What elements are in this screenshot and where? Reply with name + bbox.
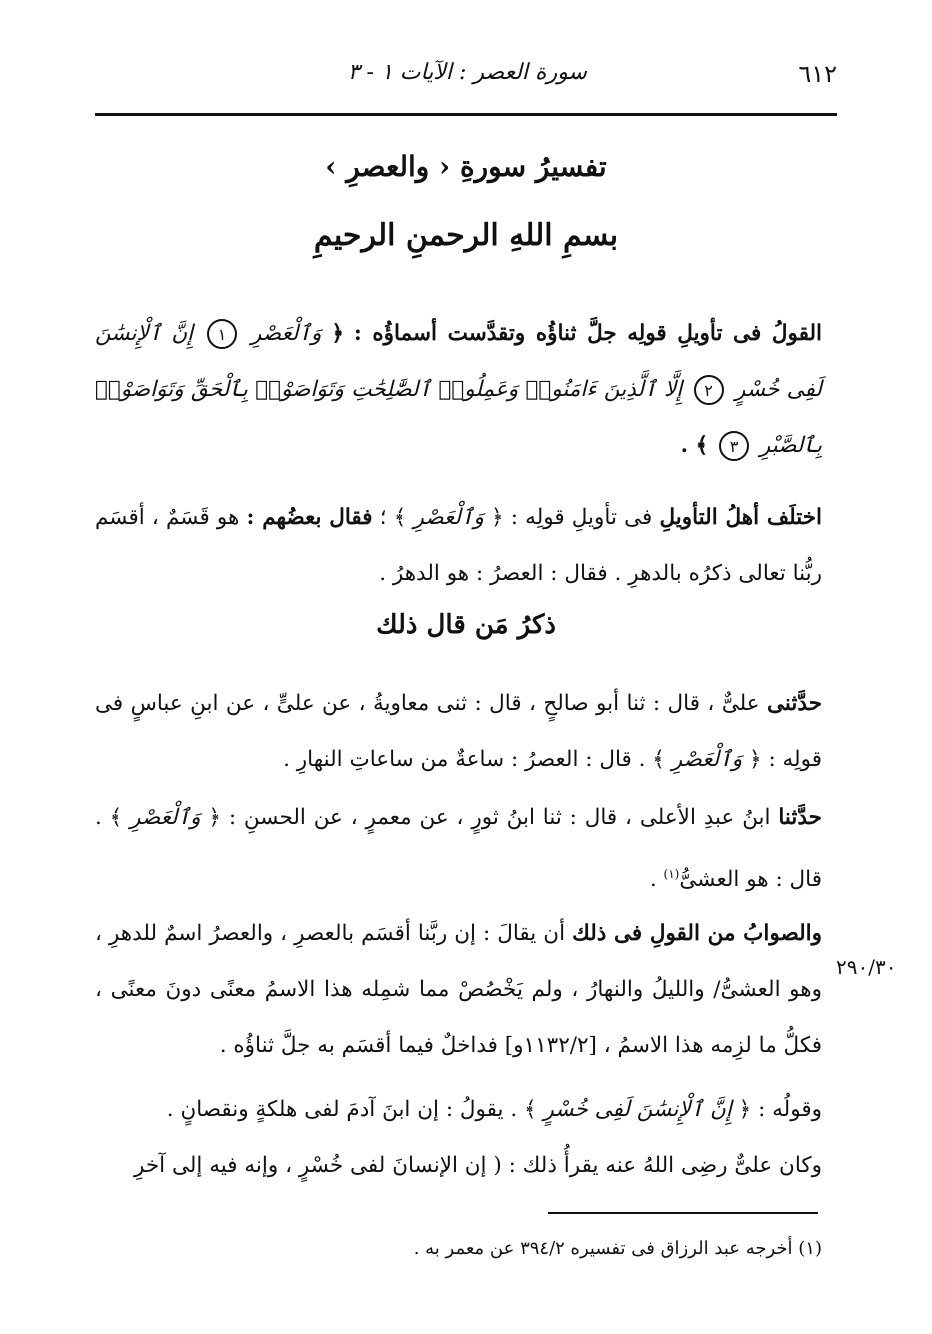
running-title: سورة العصر : الآيات ١ - ٣ bbox=[347, 60, 587, 85]
p6-text-b: ﴾ . يقولُ : إن ابنَ آدمَ لفى هلكةٍ ونقصانٍ . bbox=[166, 1097, 537, 1122]
page-header bbox=[95, 58, 837, 98]
ayah-number-2: ٢ bbox=[694, 375, 724, 405]
p6-text-a: وقولُه : ﴿ bbox=[738, 1097, 822, 1122]
p2-text-b: ﴾ ؛ bbox=[379, 505, 407, 530]
paragraph-disagreement bbox=[95, 490, 822, 602]
manuscript-reference: [١١٣٢/٢و] bbox=[504, 1033, 597, 1058]
narration-2 bbox=[95, 790, 822, 908]
p2-lead-2: فقال بعضُهم : bbox=[246, 505, 373, 530]
p3-text-b: ﴾ . قال : العصرُ : ساعةٌ من ساعاتِ النهارِ . bbox=[283, 747, 665, 772]
footnote-reference: (١) bbox=[663, 867, 680, 881]
margin-note: ٢٩٠/٣٠ bbox=[836, 955, 897, 979]
page-number: ٦١٢ bbox=[798, 60, 837, 88]
p2-lead: اختلَف أهلُ التأويلِ bbox=[659, 505, 822, 530]
footnote: (١) أخرجه عبد الرزاق فى تفسيره ٣٩٤/٢ عن معمر به . bbox=[413, 1238, 822, 1259]
ayah-number-1: ١ bbox=[207, 319, 237, 349]
verse-3: إِلَّا ٱلَّذِينَ ءَامَنُوا۟ وَعَمِلُوا۟ ٱلصَّٰلِحَٰتِ وَتَوَاصَوْا۟ بِٱلْحَقِّ وَتَوَاصَوْا۟ بِٱلصَّبْرِ bbox=[95, 377, 822, 458]
intro-lead: القولُ فى تأويلِ قولِه جلَّ ثناؤُه وتقدَّست أسماؤُه : bbox=[353, 321, 822, 346]
p5-lead: والصوابُ من القولِ فى ذلك bbox=[572, 921, 823, 946]
intro-paragraph bbox=[95, 306, 822, 474]
p3-verse: وَٱلْعَصْرِ bbox=[671, 747, 743, 772]
p2-verse: وَٱلْعَصْرِ bbox=[413, 505, 484, 530]
p3-lead: حدَّثنى bbox=[767, 691, 822, 716]
p7-text-a: وكان علىٌّ رضِى اللهُ عنه يقرأُ ذلك : ( إن الإنسانَ لفى خُسْرٍ ، وإنه فيه إلى آخرِ bbox=[134, 1153, 822, 1178]
p2-text-a: فى تأويلِ قولِه : ﴿ bbox=[491, 505, 653, 530]
narration-1 bbox=[95, 676, 822, 788]
p4-end: . bbox=[649, 867, 664, 893]
verse-open-bracket: ﴿ bbox=[331, 321, 344, 346]
p6-verse: إِنَّ ٱلْإِنسَٰنَ لَفِى خُسْرٍ bbox=[543, 1097, 732, 1122]
p5-text-a: أن يقالَ : إن ربَّنا أقسَم بالعصرِ ، والعصرُ اسمٌ للدهرِ ، وهو العشىُّ/ والليلُ والنهارُ ، ولم يَخْصُصْ مما شمِله هذا الاسمُ معنًى دونَ معنًى ، فكلُّ ما لزِمه هذا الاسمُ ، bbox=[95, 921, 822, 1058]
p2-text-c: هو قَسَمٌ ، أقسَم ربُّنا تعالى ذكرُه بالدهرِ . فقال : العصرُ : هو الدهرُ . bbox=[95, 505, 822, 586]
footnote-rule bbox=[548, 1212, 818, 1214]
p5-text-b: فداخلٌ فيما أقسَم به جلَّ ثناؤُه . bbox=[219, 1033, 498, 1058]
paragraph-ali-reading bbox=[95, 1138, 822, 1194]
verse-1: وَٱلْعَصْرِ bbox=[250, 321, 322, 346]
p4-lead: حدَّثنا bbox=[778, 805, 822, 830]
ayah-number-3: ٣ bbox=[719, 431, 749, 461]
verse-2: إِنَّ ٱلْإِنسَٰنَ لَفِى خُسْرٍ bbox=[95, 321, 822, 402]
p3-text-a: علىٌّ ، قال : ثنا أبو صالحٍ ، قال : ثنى معاويةُ ، عن علىٍّ ، عن ابنِ عباسٍ فى قولِه : ﴿ bbox=[95, 691, 822, 772]
paragraph-verse-2 bbox=[95, 1082, 822, 1138]
p4-verse: وَٱلْعَصْرِ bbox=[130, 805, 201, 830]
surah-title: تفسيرُ سورةِ ‹ والعصرِ › bbox=[325, 150, 607, 183]
header-rule bbox=[95, 113, 837, 116]
p4-text-a: ابنُ عبدِ الأعلى ، قال : ثنا ابنُ ثورٍ ، عن معمرٍ ، عن الحسنِ : ﴿ bbox=[208, 805, 771, 830]
p4-text-b: ﴾ . قال : هو العشىُّ bbox=[95, 805, 822, 893]
verse-close-bracket: ﴾ . bbox=[680, 433, 709, 458]
paragraph-correct-view bbox=[95, 906, 822, 1074]
basmala: بسمِ اللهِ الرحمنِ الرحيمِ bbox=[313, 218, 619, 253]
section-title: ذكرُ مَن قال ذلك bbox=[376, 610, 556, 640]
